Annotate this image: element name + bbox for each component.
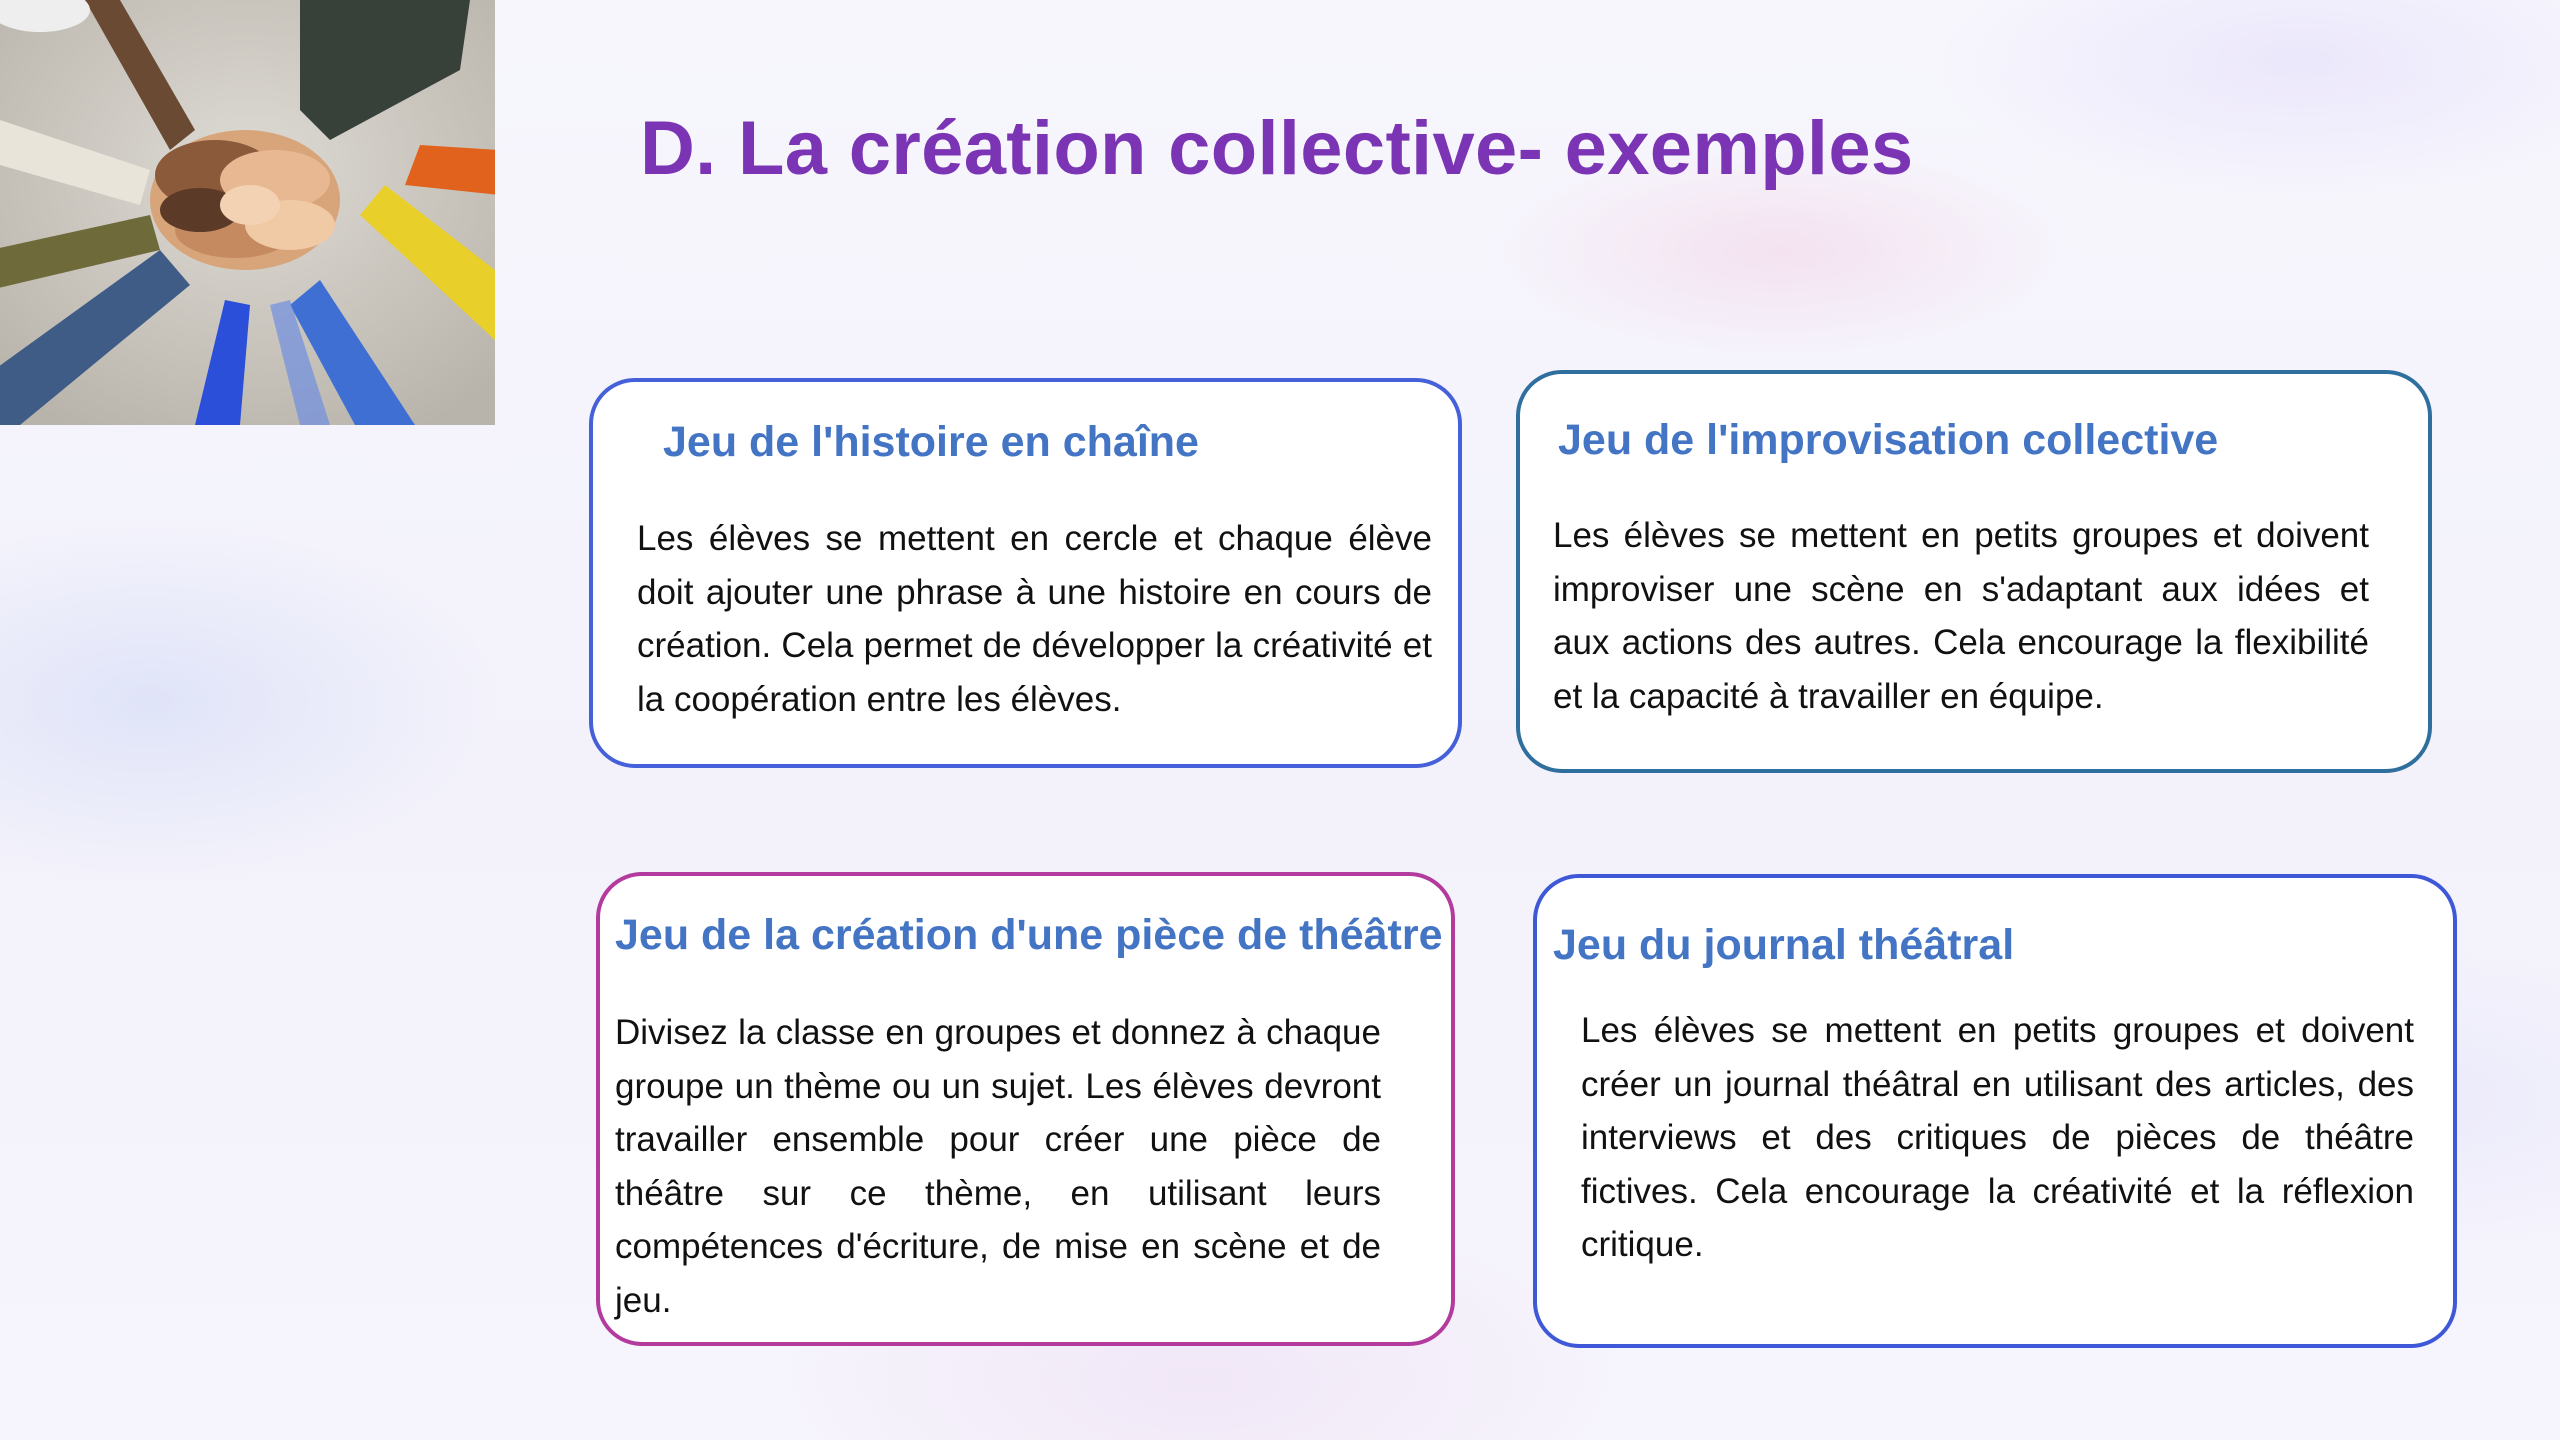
- card-title: Jeu de l'histoire en chaîne: [663, 418, 1199, 466]
- card-text: Les élèves se mettent en petits groupes et doivent improviser une scène en s'adaptant aux idées et aux actions des autres. Cela encourage la flexibilité et la capacité à travailler en équipe.: [1553, 516, 2369, 716]
- hands-together-photo: [0, 0, 495, 425]
- card-text: Les élèves se mettent en cercle et chaque élève doit ajouter une phrase à une histoire en cours de création. Cela permet de développer la créativité et la coopération entre les élèves.: [637, 519, 1432, 719]
- card-text: Les élèves se mettent en petits groupes et doivent créer un journal théâtral en utilisant des articles, des interviews et des critiques de pièces de théâtre fictives. Cela encourage la créativité et la réflexion critique.: [1581, 1011, 2414, 1264]
- example-card-story-chain: [589, 378, 1462, 768]
- card-title: Jeu de l'improvisation collective: [1558, 416, 2219, 464]
- card-text: Divisez la classe en groupes et donnez à chaque groupe un thème ou un sujet. Les élèves devront travailler ensemble pour créer une pièce de théâtre sur ce thème, en utilisant leurs compétences d'écriture, de mise en scène et de jeu.: [615, 1013, 1381, 1320]
- slide-title: D. La création collective- exemples: [640, 106, 1914, 191]
- example-card-theatre-play-creation: [596, 872, 1455, 1346]
- example-card-collective-improvisation: [1516, 370, 2432, 773]
- card-title: Jeu du journal théâtral: [1553, 921, 2015, 969]
- example-card-theatre-journal: [1533, 874, 2457, 1348]
- card-title: Jeu de la création d'une pièce de théâtre: [615, 911, 1443, 959]
